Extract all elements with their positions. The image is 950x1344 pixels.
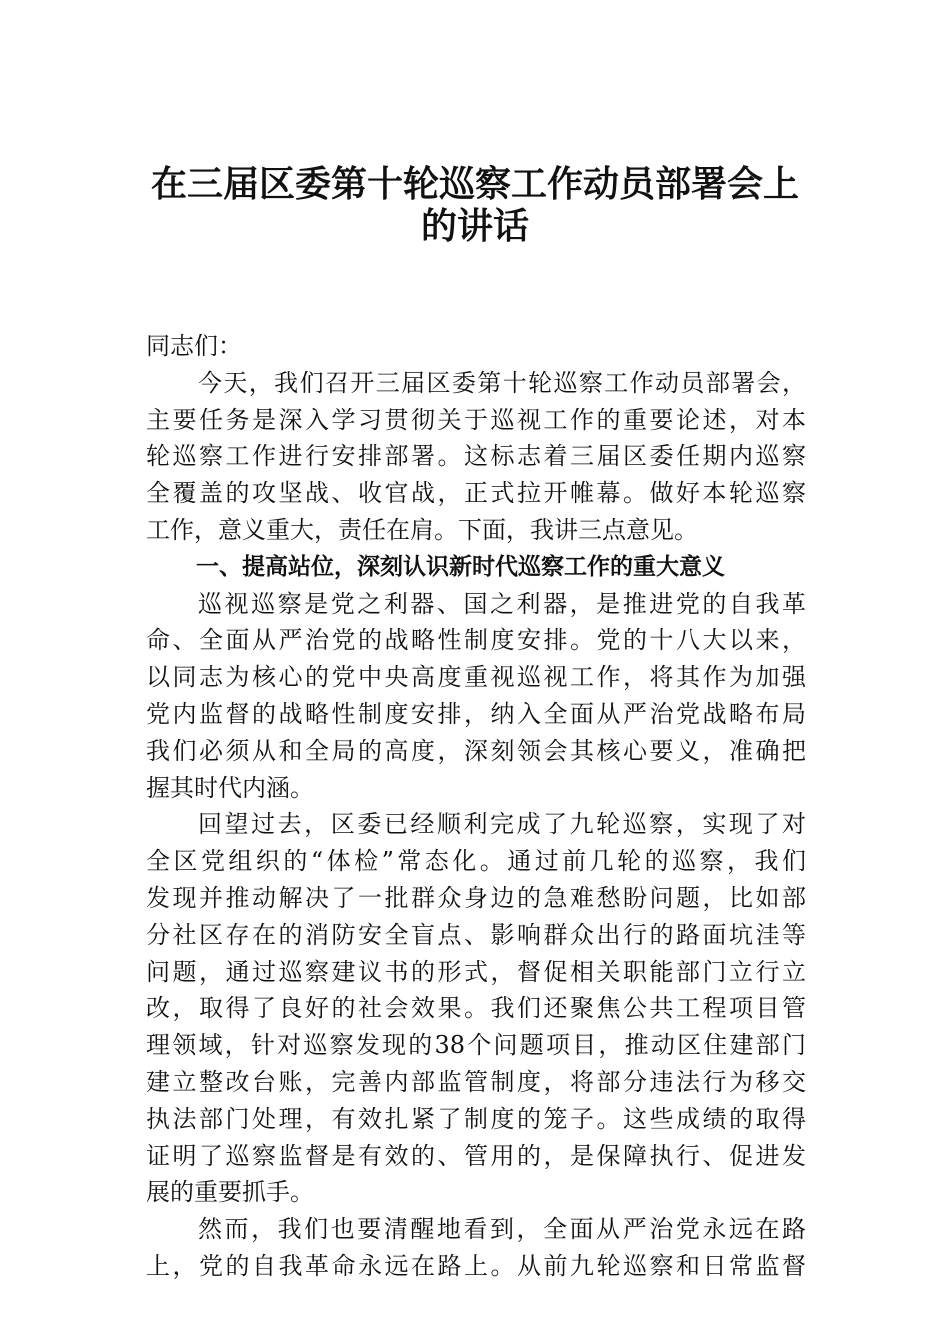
document-title-line-2: 的讲话	[420, 205, 529, 247]
paragraph-line: 然而，我们也要清醒地看到，全面从严治党永远在路	[198, 1215, 806, 1244]
paragraph-line: 巡视巡察是党之利器、国之利器，是推进党的自我革	[198, 589, 806, 618]
paragraph-line: 问题，通过巡察建议书的形式，督促相关职能部门立行立	[146, 957, 806, 986]
paragraph-line: 命、全面从严治党的战略性制度安排。党的十八大以来，	[146, 626, 806, 655]
paragraph-line: 主要任务是深入学习贯彻关于巡视工作的重要论述，对本	[146, 405, 806, 434]
paragraph-line: 执法部门处理，有效扎紧了制度的笼子。这些成绩的取得	[146, 1104, 806, 1133]
paragraph-line: 全覆盖的攻坚战、收官战，正式拉开帷幕。做好本轮巡察	[146, 479, 806, 508]
paragraph-line: 党内监督的战略性制度安排，纳入全面从严治党战略布局	[146, 699, 806, 728]
paragraph-line: 以同志为核心的党中央高度重视巡视工作，将其作为加强	[146, 663, 806, 692]
paragraph-line: 建立整改台账，完善内部监管制度，将部分违法行为移交	[146, 1067, 806, 1096]
paragraph-line: 工作，意义重大，责任在肩。下面，我讲三点意见。	[146, 515, 698, 544]
paragraph-line: 分社区存在的消防安全盲点、影响群众出行的路面坑洼等	[146, 920, 806, 949]
document-body	[146, 328, 806, 1285]
section-heading: 一、提高站位，深刻认识新时代巡察工作的重大意义	[196, 553, 725, 580]
paragraph-line: 今天，我们召开三届区委第十轮巡察工作动员部署会，	[198, 368, 806, 397]
paragraph-line: 同志们：	[146, 332, 242, 360]
paragraph-line: 握其时代内涵。	[146, 773, 314, 802]
paragraph-line: 上，党的自我革命永远在路上。从前九轮巡察和日常监督	[146, 1251, 806, 1280]
paragraph-line: 发现并推动解决了一批群众身边的急难愁盼问题，比如部	[146, 883, 806, 912]
paragraph-line: 我们必须从和全局的高度，深刻领会其核心要义，准确把	[146, 736, 806, 765]
paragraph-line: 理领域，针对巡察发现的38个问题项目，推动区住建部门	[146, 1031, 806, 1060]
paragraph-line: 回望过去，区委已经顺利完成了九轮巡察，实现了对	[198, 810, 806, 839]
document-title-line-1: 在三届区委第十轮巡察工作动员部署会上	[150, 163, 799, 205]
paragraph-line: 轮巡察工作进行安排部署。这标志着三届区委任期内巡察	[146, 442, 806, 471]
paragraph-line: 改，取得了良好的社会效果。我们还聚焦公共工程项目管	[146, 994, 806, 1023]
paragraph-line: 全区党组织的“体检”常态化。通过前几轮的巡察，我们	[146, 847, 806, 876]
paragraph-line: 展的重要抓手。	[146, 1178, 314, 1207]
paragraph-line: 证明了巡察监督是有效的、管用的，是保障执行、促进发	[146, 1141, 806, 1170]
